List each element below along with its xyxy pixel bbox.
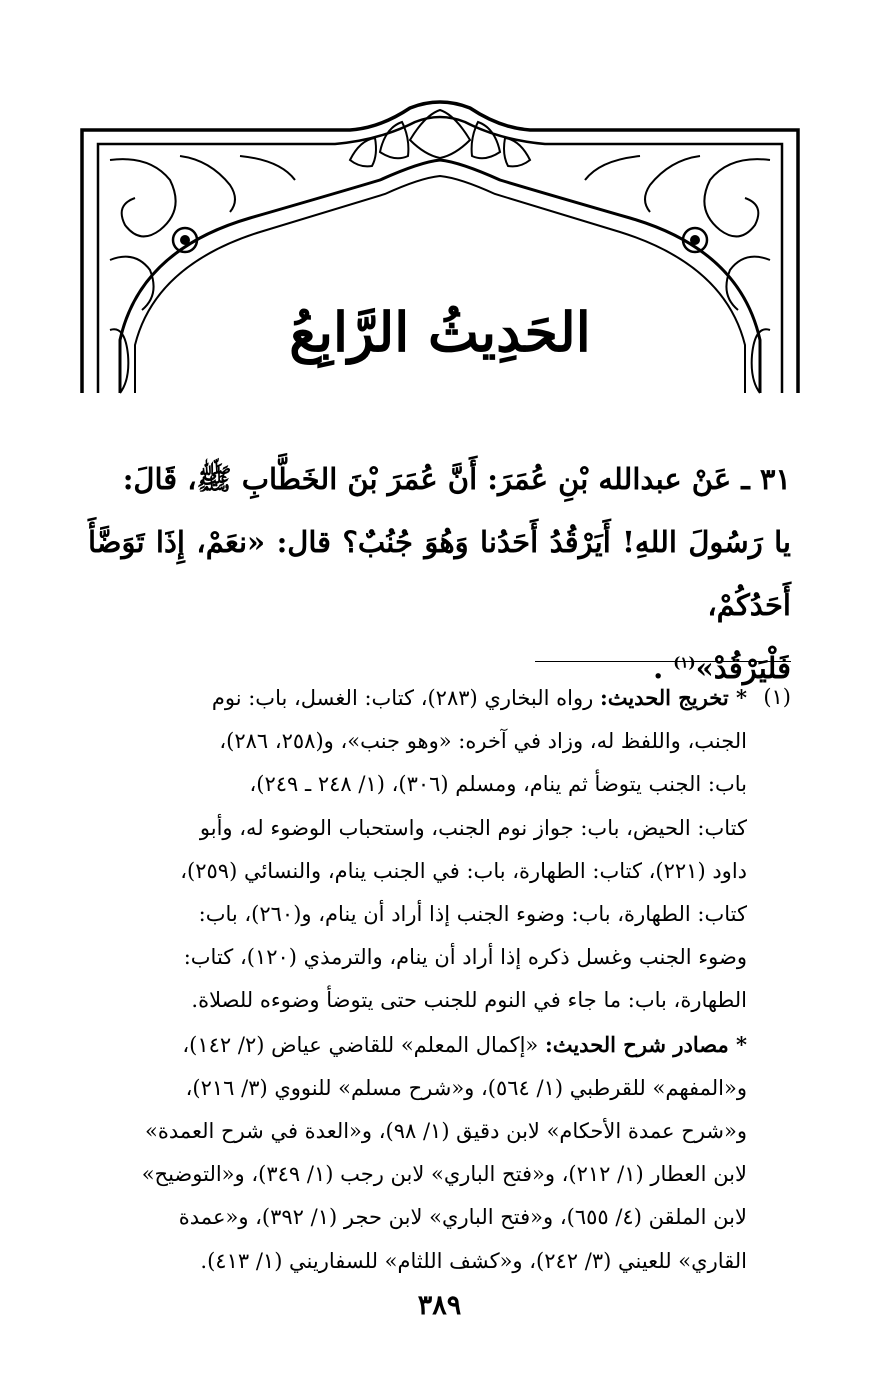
hadith-last-text: فَلْيَرْقُدْ» [695,651,791,685]
masadir-line: «إكمال المعلم» للقاضي عياض (٢/ ١٤٢)، [182,1032,545,1057]
hadith-text [88,448,791,700]
hadith-end-mark: . [653,651,664,685]
takhrij-label: * تخريج الحديث: [599,685,747,710]
footnote-reference[interactable]: (١) [673,653,696,672]
footnote-line: داود (٢٢١)، كتاب: الطهارة، باب: في الجنب ينام، والنسائي (٢٥٩)، [180,858,747,883]
footnote-line: باب: الجنب يتوضأ ثم ينام، ومسلم (٣٠٦)، (١/ ٢٤٨ ـ ٢٤٩)، [249,772,747,797]
masadir-label: * مصادر شرح الحديث: [544,1031,747,1057]
footnote-line: القاري» للعيني (٣/ ٢٤٢)، و«كشف اللثام» للسفاريني (١/ ٤١٣). [200,1248,747,1273]
footnote-line: وضوء الجنب وغسل ذكره إذا أراد أن ينام، والترمذي (١٢٠)، كتاب: [183,945,747,970]
footnote-line: و«المفهم» للقرطبي (١/ ٥٦٤)، و«شرح مسلم» للنووي (٣/ ٢١٦)، [185,1075,747,1100]
footnote-line: الطهارة، باب: ما جاء في النوم للجنب حتى يتوضأ وضوءه للصلاة. [191,988,747,1013]
footnote-line: كتاب: الحيض، باب: جواز نوم الجنب، واستحباب الوضوء له، وأبو [199,815,747,840]
footnote-line [88,1023,747,1067]
footnote-line: لابن الملقن (٤/ ٦٥٥)، و«فتح الباري» لابن حجر (١/ ٣٩٢)، و«عمدة [178,1205,747,1230]
footnote-line: كتاب: الطهارة، باب: وضوء الجنب إذا أراد أن ينام، و(٢٦٠)، باب: [198,902,747,927]
hadith-line: ٣١ ـ عَنْ عبدالله بْنِ عُمَرَ: أَنَّ عُمَرَ بْنَ الخَطَّابِ ﷺ، قَالَ: [122,462,791,496]
page-number: ٣٨٩ [417,1290,462,1321]
takhrij-line: رواه البخاري (٢٨٣)، كتاب: الغسل، باب: نوم [211,686,600,710]
footnote-line [88,676,747,720]
chapter-title: الحَدِيثُ الرَّابِعُ [289,300,591,364]
footnote-divider [535,661,791,662]
footnote-body [88,676,747,1283]
footnote-line: الجنب، واللفظ له، وزاد في آخره: «وهو جنب»، و(٢٥٨، ٢٨٦)، [219,729,747,754]
footnote-number: (١) [763,685,791,709]
footnote-1 [88,676,791,1283]
hadith-line: يا رَسُولَ اللهِ! أَيَرْقُدُ أَحَدُنا وَهُوَ جُنُبٌ؟ قال: «نعَمْ، إِذَا تَوَضَّأَ أَحَدُكُمْ، [88,525,791,622]
footnote-line: لابن العطار (١/ ٢١٢)، و«فتح الباري» لابن رجب (١/ ٣٤٩)، و«التوضيح» [141,1162,747,1187]
footnote-line: و«شرح عمدة الأحكام» لابن دقيق (١/ ٩٨)، و«العدة في شرح العمدة» [144,1119,747,1144]
footnotes [88,676,791,1283]
